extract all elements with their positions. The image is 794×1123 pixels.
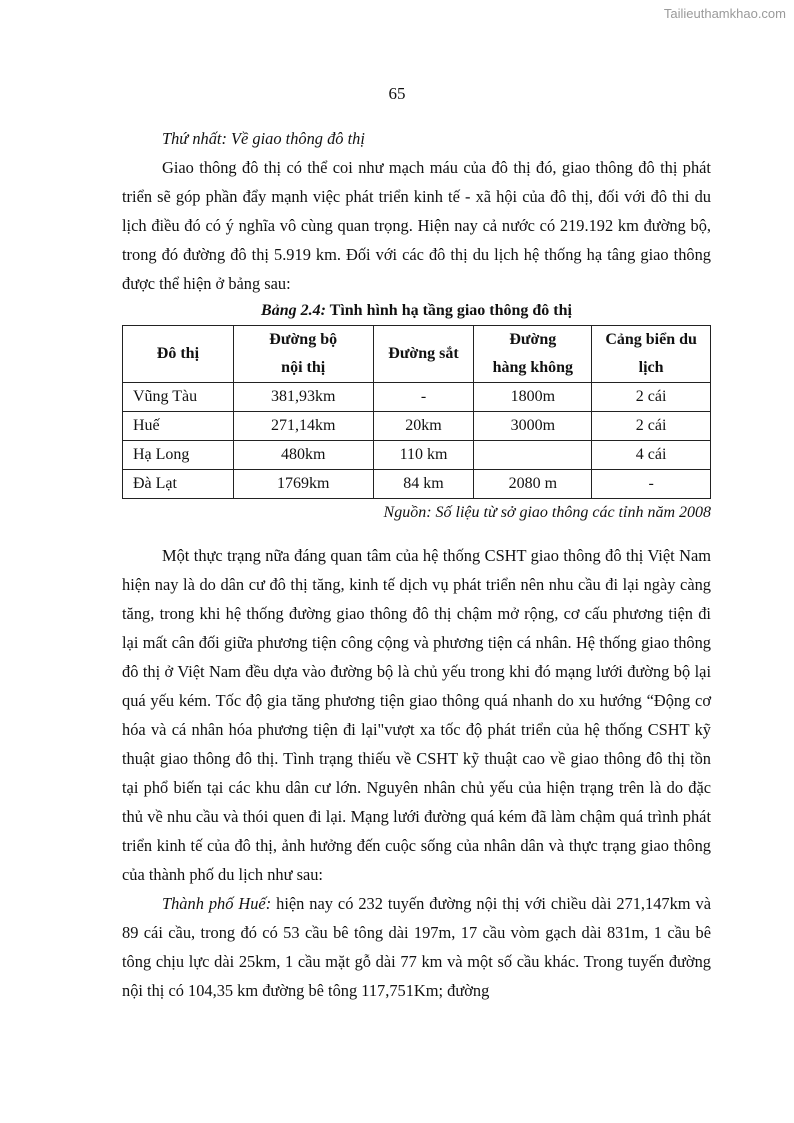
cell-rail: -	[373, 383, 474, 412]
header-road-line1: Đường bộ	[269, 331, 338, 348]
header-port-line1: Cảng biển du	[605, 331, 697, 348]
cell-rail: 110 km	[373, 441, 474, 470]
section-heading: Thứ nhất: Về giao thông đô thị	[162, 129, 365, 148]
cell-port: 2 cái	[592, 412, 711, 441]
table-source: Nguồn: Số liệu từ sở giao thông các tỉnh năm 2008	[383, 504, 711, 521]
paragraph: Giao thông đô thị có thể coi như mạch máu của đô thị đó, giao thông đô thị phát triển sẽ góp phần đẩy mạnh việc phát triển kinh tế - xã hội của đô thị, đối với đô thi du lịch điều đó có ý nghĩa vô cùng quan trọng. Hiện nay cả nước có 219.192 km đường bộ, trong đó đường đô thị 5.919 km. Đối với các đô thị du lịch hệ thống hạ tâng giao thông được thể hiện ở bảng sau:	[122, 158, 711, 293]
table-row	[123, 470, 711, 499]
cell-city: Đà Lạt	[123, 470, 234, 499]
cell-rail: 84 km	[373, 470, 474, 499]
cell-air: 1800m	[474, 383, 592, 412]
paragraph-lead: Thành phố Huế:	[162, 894, 272, 913]
header-air-line2: hàng không	[492, 359, 574, 376]
paragraph: Một thực trạng nữa đáng quan tâm của hệ thống CSHT giao thông đô thị Việt Nam hiện nay là do dân cư đô thị tăng, kinh tế dịch vụ phát triển nên nhu cầu đi lại ngày càng tăng, trong khi hệ thống đường giao thông đô thị chậm mở rộng, cơ cấu phương tiện đi lại mất cân đối giữa phương tiện công cộng và phương tiện cá nhân. Hệ thống giao thông đô thị ở Việt Nam đều dựa vào đường bộ là chủ yếu trong khi đó mạng lưới đường bộ lại quá yếu kém. Tốc độ gia tăng phương tiện giao thông quá nhanh do xu hướng “Động cơ hóa và cá nhân hóa phương tiện đi lại"vượt xa tốc độ phát triển của hệ thống CSHT kỹ thuật giao thông đô thị. Tình trạng thiếu về CSHT kỹ thuật cao về giao thông đô thị tồn tại phổ biến tại các khu dân cư lớn. Nguyên nhân chủ yếu của hiện trạng trên là do đặc thủ về nhu cầu và thói quen đi lại. Mạng lưới đường quá kém đã làm chậm quá trình phát triển kinh tế của đô thị, ảnh hưởng đến cuộc sống của nhân dân và thực trạng giao thông của thành phố du lịch như sau:	[122, 546, 711, 884]
header-port-line2: lịch	[638, 359, 664, 376]
cell-air: 3000m	[474, 412, 592, 441]
cell-rail: 20km	[373, 412, 474, 441]
cell-road: 480km	[233, 441, 373, 470]
cell-air	[474, 441, 592, 470]
header-air-line1: Đường	[509, 331, 557, 348]
cell-port: 4 cái	[592, 441, 711, 470]
spacer	[122, 527, 711, 541]
table-caption	[122, 298, 711, 324]
header-road-line2: nội thị	[281, 359, 326, 376]
paragraph	[122, 889, 711, 1005]
header-rail: Đường sắt	[373, 326, 474, 383]
page-number: 65	[388, 84, 406, 103]
cell-city: Huế	[123, 412, 234, 441]
header-port	[592, 326, 711, 383]
cell-city: Vũng Tàu	[123, 383, 234, 412]
cell-road: 1769km	[233, 470, 373, 499]
cell-air: 2080 m	[474, 470, 592, 499]
table-row	[123, 412, 711, 441]
infrastructure-table	[122, 325, 711, 499]
table-header-row	[123, 326, 711, 383]
table-caption-title: Tình hình hạ tầng giao thông đô thị	[325, 302, 572, 319]
cell-road: 381,93km	[233, 383, 373, 412]
header-city: Đô thị	[123, 326, 234, 383]
cell-city: Hạ Long	[123, 441, 234, 470]
paragraph-body: hiện nay có 232 tuyến đường nội thị với chiều dài 271,147km và 89 cái cầu, trong đó có 53 cầu bê tông dài 197m, 17 cầu vòm gạch dài 831m, 1 cầu bê tông chịu lực dài 25km, 1 cầu mặt gỗ dài 77 km và một số cầu khác. Trong tuyến đường nội thị có 104,35 km đường bê tông 117,751Km; đường	[122, 894, 711, 1000]
table-row	[123, 383, 711, 412]
header-road	[233, 326, 373, 383]
document-body	[122, 124, 711, 1005]
table-row	[123, 441, 711, 470]
watermark: Tailieuthamkhao.com	[663, 6, 786, 21]
table-caption-label: Bảng 2.4:	[261, 302, 326, 319]
cell-port: 2 cái	[592, 383, 711, 412]
header-air	[474, 326, 592, 383]
cell-road: 271,14km	[233, 412, 373, 441]
cell-port: -	[592, 470, 711, 499]
